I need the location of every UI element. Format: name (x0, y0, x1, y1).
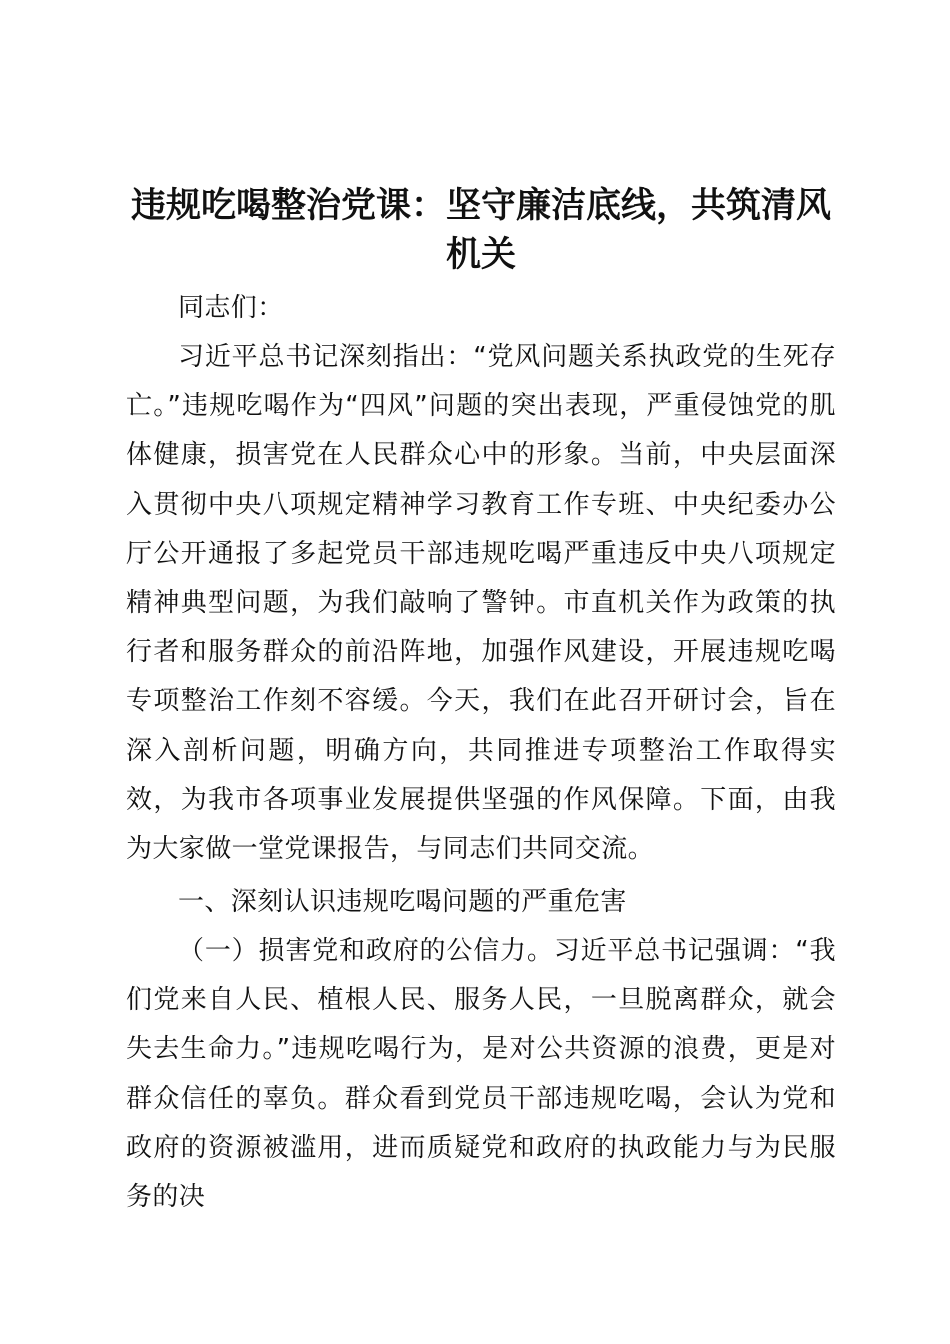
intro-paragraph: 习近平总书记深刻指出：“党风问题关系执政党的生死存亡。”违规吃喝作为“四风”问题的突出表现，严重侵蚀党的肌体健康，损害党在人民群众心中的形象。当前，中央层面深入贯彻中央八项规定精神学习教育工作专班、中央纪委办公厅公开通报了多起党员干部违规吃喝严重违反中央八项规定精神典型问题，为我们敲响了警钟。市直机关作为政策的执行者和服务群众的前沿阵地，加强作风建设，开展违规吃喝专项整治工作刻不容缓。今天，我们在此召开研讨会，旨在深入剖析问题，明确方向，共同推进专项整治工作取得实效，为我市各项事业发展提供坚强的作风保障。下面，由我为大家做一堂党课报告，与同志们共同交流。 (126, 342, 836, 865)
document-title: 违规吃喝整治党课：坚守廉洁底线，共筑清风机关 (130, 186, 831, 275)
section-heading: 一、深刻认识违规吃喝问题的严重危害 (178, 887, 627, 917)
salutation: 同志们： (178, 293, 284, 323)
subsection-paragraph: （一）损害党和政府的公信力。习近平总书记强调：“我们党来自人民、植根人民、服务人民，一旦脱离群众，就会失去生命力。”违规吃喝行为，是对公共资源的浪费，更是对群众信任的辜负。群众看到党员干部违规吃喝，会认为党和政府的资源被滥用，进而质疑党和政府的执政能力与为民服务的决 (126, 936, 836, 1213)
